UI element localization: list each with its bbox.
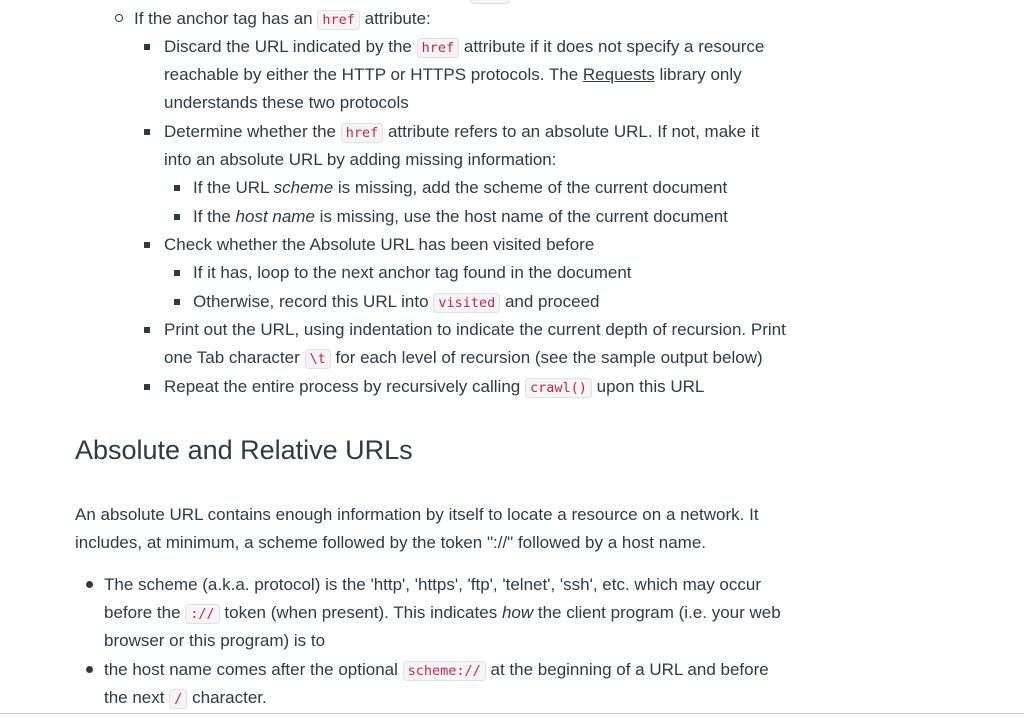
square-bullet-icon	[144, 44, 150, 50]
item-text: for each level of recursion (see the sample output below)	[335, 348, 763, 367]
inline-code: href	[317, 10, 360, 30]
paragraph-line-1	[75, 504, 759, 526]
item-text: library only	[659, 65, 742, 84]
inline-code: scheme://	[403, 661, 486, 681]
requests-link[interactable]: Requests	[582, 65, 655, 84]
paragraph-text: includes, at minimum, a scheme followed by the token "://" followed by a host name.	[75, 533, 706, 552]
item-text: If the URL	[193, 178, 269, 197]
item-text: the host name comes after the optional	[104, 660, 398, 679]
print-url-item-line-1	[164, 319, 786, 341]
item-text: The scheme (a.k.a. protocol) is the 'http', 'https', 'ftp', 'telnet', 'ssh', etc. which may occur	[104, 575, 762, 594]
item-text: Discard the URL indicated by the	[164, 37, 412, 56]
paragraph-line-2	[75, 532, 706, 554]
item-text: the client program (i.e. your web	[537, 603, 781, 622]
square-bullet-icon	[144, 129, 150, 135]
host-bullet-line-1	[104, 659, 769, 682]
anchor-tag-item	[134, 8, 431, 31]
item-text: attribute:	[364, 9, 431, 28]
disc-bullet-icon	[86, 581, 93, 588]
square-bullet-icon	[144, 242, 150, 248]
inline-code: visited	[433, 293, 500, 313]
square-bullet-icon	[174, 185, 180, 191]
emphasis-text: scheme	[273, 178, 334, 197]
paragraph-text: An absolute URL contains enough information by itself to locate a resource on a network. It	[75, 505, 759, 524]
inline-code: crawl()	[525, 378, 592, 398]
host-bullet-line-2	[104, 687, 267, 710]
item-text: Otherwise, record this URL into	[193, 292, 429, 311]
item-text: upon this URL	[596, 377, 705, 396]
host-missing-item	[193, 206, 728, 228]
item-text: into an absolute URL by adding missing information:	[164, 150, 557, 169]
item-text: is missing, add the scheme of the current document	[337, 178, 728, 197]
check-visited-item	[164, 234, 594, 256]
item-text: If the anchor tag has an	[134, 9, 313, 28]
item-text: Print out the URL, using indentation to indicate the current depth of recursion. Print	[164, 320, 786, 339]
square-bullet-icon	[174, 270, 180, 276]
item-text: If it has, loop to the next anchor tag found in the document	[193, 263, 632, 282]
discard-item-line-2	[164, 64, 742, 86]
item-text: token (when present). This indicates	[224, 603, 498, 622]
item-text: and proceed	[504, 292, 600, 311]
loop-next-item	[193, 262, 632, 284]
item-text: one Tab character	[164, 348, 300, 367]
item-text: browser or this program) is to	[104, 631, 326, 650]
item-text: attribute refers to an absolute URL. If not, make it	[387, 122, 760, 141]
item-text: at the beginning of a URL and before	[490, 660, 769, 679]
scheme-bullet-line-2	[104, 602, 781, 625]
code-fragment-clipped	[470, 0, 510, 4]
item-text: If the	[193, 207, 231, 226]
square-bullet-icon	[144, 384, 150, 390]
item-text: is missing, use the host name of the current document	[319, 207, 728, 226]
discard-item-line-1	[164, 36, 764, 59]
inline-code: /	[169, 689, 187, 709]
item-text: Repeat the entire process by recursively calling	[164, 377, 521, 396]
circle-bullet-icon	[115, 14, 123, 22]
scheme-bullet-line-3	[104, 630, 325, 652]
square-bullet-icon	[144, 327, 150, 333]
item-text: Check whether the Absolute URL has been visited before	[164, 235, 595, 254]
inline-code: href	[417, 38, 460, 58]
emphasis-text: how	[501, 603, 534, 622]
square-bullet-icon	[174, 299, 180, 305]
divider	[0, 713, 1024, 714]
inline-code: \t	[305, 349, 331, 369]
determine-item-line-1	[164, 121, 759, 144]
inline-code: ://	[185, 604, 219, 624]
determine-item-line-2	[164, 149, 556, 171]
square-bullet-icon	[174, 214, 180, 220]
item-text: character.	[192, 688, 267, 707]
section-heading: Absolute and Relative URLs	[75, 435, 413, 465]
item-text: before the	[104, 603, 181, 622]
repeat-item	[164, 376, 704, 399]
item-text: Determine whether the	[164, 122, 336, 141]
item-text: attribute if it does not specify a resource	[463, 37, 765, 56]
inline-code: href	[341, 123, 384, 143]
scheme-bullet-line-1	[104, 574, 761, 596]
emphasis-text: host name	[235, 207, 315, 226]
item-text: the next	[104, 688, 165, 707]
record-url-item	[193, 291, 599, 314]
item-text: reachable by either the HTTP or HTTPS protocols. The	[164, 65, 579, 84]
disc-bullet-icon	[86, 666, 93, 673]
print-url-item-line-2	[164, 347, 763, 370]
item-text: understands these two protocols	[164, 93, 409, 112]
scheme-missing-item	[193, 177, 727, 199]
discard-item-line-3	[164, 92, 409, 114]
